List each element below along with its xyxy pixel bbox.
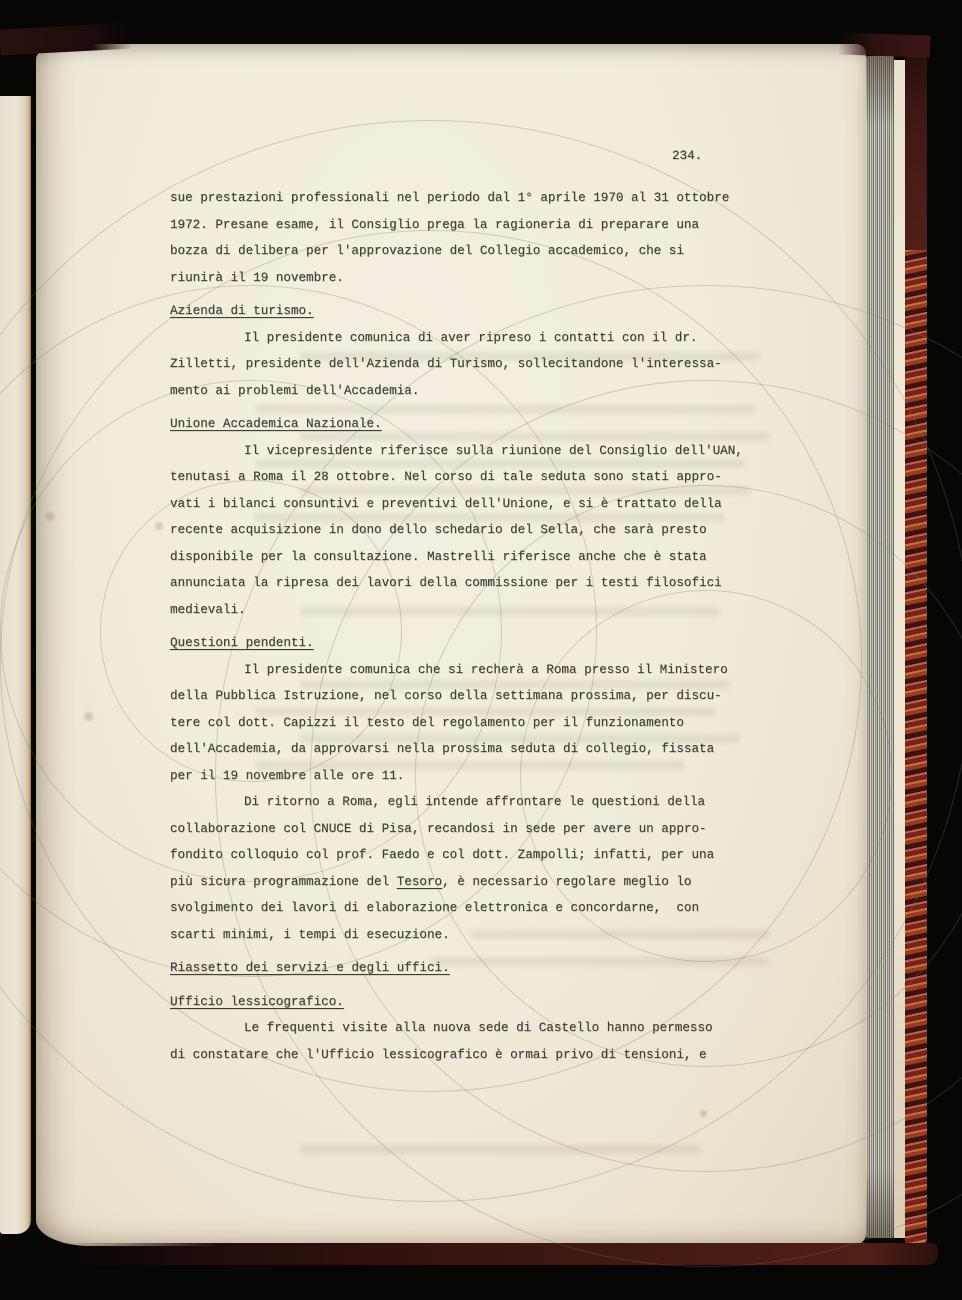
text-line: Le frequenti visite alla nuova sede di Castello hanno permesso (244, 1021, 713, 1035)
text-line: svolgimento dei lavori di elaborazione elettronica e concordarne, con (170, 901, 700, 915)
text-line: Il presidente comunica che si recherà a Roma presso il Ministero (244, 662, 728, 677)
paragraph (170, 1015, 743, 1068)
text-line: tere col dott. Capizzi il testo del regolamento per il funzionamento (170, 715, 684, 730)
spine-leather (905, 38, 927, 252)
paragraph (170, 438, 743, 624)
text-line: dell'Accademia, da approvarsi nella prossima seduta di collegio, fissata (170, 742, 715, 756)
fore-edge (894, 60, 905, 1238)
text-line: sue prestazioni professionali nel periodo dal 1° aprile 1970 al 31 ottobre (170, 191, 730, 205)
text-line: Il vicepresidente riferisce sulla riunione del Consiglio dell'UAN, (244, 443, 743, 458)
paragraph (170, 185, 743, 291)
paragraph (170, 657, 743, 790)
paragraph (170, 325, 743, 405)
text-line (170, 955, 743, 982)
text-line: bozza di delibera per l'approvazione del Collegio accademico, che si (170, 244, 684, 258)
heading-text: Questioni pendenti. (170, 636, 314, 650)
heading-text: Ufficio lessicografico. (170, 994, 344, 1009)
paragraph (170, 789, 743, 948)
text-segment: Tesoro (396, 874, 443, 889)
text-line: 1972. Presane esame, il Consiglio prega la ragioneria di preparare una (170, 217, 700, 232)
cover-corner-top-right (838, 32, 931, 57)
text-line: Il presidente comunica di aver ripreso i contatti con il dr. (244, 330, 698, 345)
text-line: tenutasi a Roma il 28 ottobre. Nel corso di tale seduta sono stati appro- (170, 470, 722, 484)
section-heading (170, 630, 743, 657)
text-segment: più sicura programmazione del (170, 874, 397, 889)
section-heading (170, 989, 743, 1016)
text-line (170, 989, 743, 1016)
text-line: di constatare che l'Ufficio lessicografico è ormai privo di tensioni, e (170, 1047, 707, 1062)
text-line: mento ai problemi dell'Accademia. (170, 383, 420, 398)
text-line: per il 19 novembre alle ore 11. (170, 768, 405, 783)
text-line: annunciata la ripresa dei lavori della commissione per i testi filosofici (170, 576, 722, 590)
text-line: della Pubblica Istruzione, nel corso della settimana prossima, per discu- (170, 689, 722, 703)
text-line: Di ritorno a Roma, egli intende affrontare le questioni della (244, 795, 706, 809)
text-line: scarti minimi, i tempi di esecuzione. (170, 927, 450, 942)
text-line: Zilletti, presidente dell'Azienda di Turismo, sollecitandone l'interessa- (170, 357, 722, 371)
heading-text: Azienda di turismo. (170, 304, 314, 318)
text-line: collaborazione col CNUCE di Pisa, recandosi in sede per avere un appro- (170, 821, 707, 836)
heading-text: Riassetto dei servizi e degli uffici. (170, 961, 450, 975)
text-line: riunirà il 19 novembre. (170, 270, 344, 285)
marbled-cover-edge (905, 250, 927, 1246)
text-segment: , è necessario regolare meglio lo (442, 874, 692, 889)
bottom-cover-edge (60, 1243, 938, 1265)
text-line: disponibile per la consultazione. Mastrelli riferisce anche che è stata (170, 549, 707, 564)
typewritten-text (170, 185, 743, 1068)
page-stack-edge (866, 56, 894, 1238)
text-line (170, 869, 743, 896)
text-line (170, 298, 743, 325)
text-line: vati i bilanci consuntivi e preventivi dell'Unione, e si è trattato della (170, 496, 722, 511)
text-line (170, 411, 743, 438)
facing-page-edge (0, 96, 31, 1234)
page-number: 234. (672, 149, 703, 163)
text-line: medievali. (170, 602, 246, 617)
section-heading (170, 955, 743, 982)
text-line (170, 630, 743, 657)
text-line: recente acquisizione in dono dello schedario del Sella, che sarà presto (170, 523, 707, 537)
section-heading (170, 411, 743, 438)
heading-text: Unione Accademica Nazionale. (170, 417, 382, 431)
text-line: fondito colloquio col prof. Faedo e col dott. Zampolli; infatti, per una (170, 848, 715, 862)
section-heading (170, 298, 743, 325)
